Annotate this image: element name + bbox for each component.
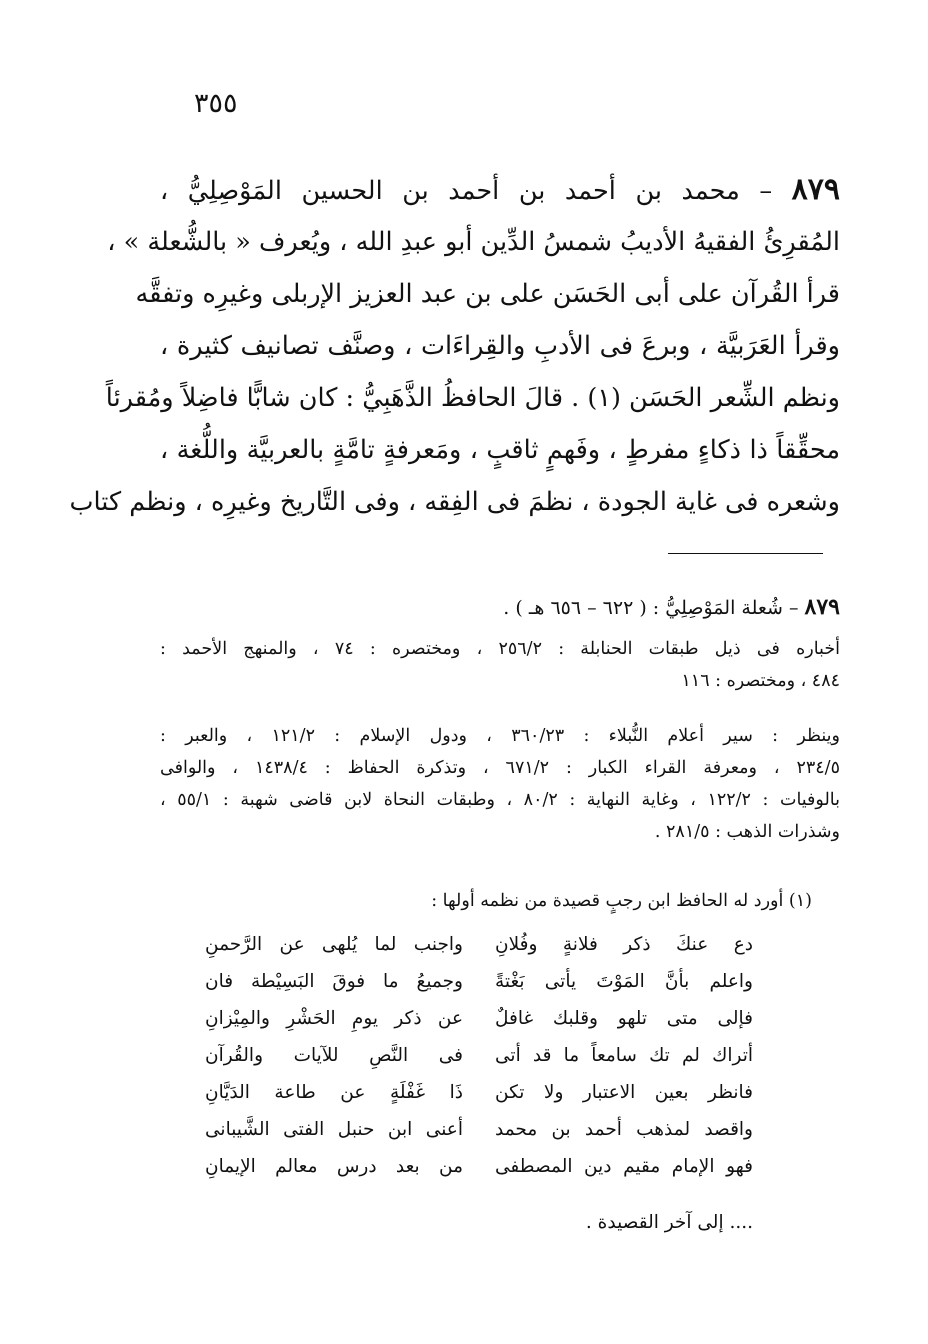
poem-verse [205,1148,753,1185]
poem-verse [205,1111,753,1148]
poem-hemistich-second: عن ذكر يومِ الحَشْرِ والمِيْزانِ [205,1008,463,1029]
poem-verse [205,926,753,963]
entry-note-heading [160,590,840,624]
entry-note-title: – شُعلة المَوْصِلِيُّ : ( ٦٢٢ – ٦٥٦ هـ ) . [503,597,805,619]
sources2-line-1: وينظر : سير أعلام النُّبلاء : ٣٦٠/٢٣ ، ودول الإسلام : ١٢١/٢ ، والعبر : [160,726,840,746]
poem-verse [205,1074,753,1111]
poem-ending: .... إلى آخر القصيدة . [585,1212,753,1233]
main-line-7: وشعره فى غاية الجودة ، نظمَ فى الفِقه ، وفى التَّاريخ وغيرِه ، ونظم كتاب [69,487,840,517]
poem-hemistich-first: دع عنكَ ذكر فلانةٍ وفُلانِ [495,934,753,955]
main-line-5: ونظم الشِّعر الحَسَن (١) . قالَ الحافظُ الذَّهَبِيُّ : كان شابًّا فاضِلاً ومُقرئاً [105,383,840,413]
sources2-line-2: ٢٣٤/٥ ، ومعرفة القراء الكبار : ٦٧١/٢ ، وتذكرة الحفاظ : ١٤٣٨/٤ ، والوافى [160,758,840,778]
poem-hemistich-first: فهو الإمام مقيم دين المصطفى [495,1156,753,1177]
main-line-6: محقِّقاً ذا ذكاءٍ مفرطٍ ، وفَهمٍ ثاقبٍ ، ومَعرفةٍ تامَّةٍ بالعربيَّة واللُّغة ، [160,435,840,465]
poem-hemistich-second: أعنى ابن حنبل الفتى الشَّيبانى [205,1119,463,1140]
poem-hemistich-first: فإلى متى تلهو وقلبك غافلٌ [495,1008,753,1029]
poem-hemistich-second: فى النَّصِ للآيات والقُرآن [205,1045,463,1066]
main-line-1 [160,164,840,216]
poem-verse [205,963,753,1000]
poem-verse [205,1000,753,1037]
entry-note-number: ٨٧٩ [804,594,840,620]
main-line-2: المُقرِئُ الفقيهُ الأديبُ شمسُ الدِّين أبو عبدِ الله ، ويُعرف « بالشُّعلة » ، [107,227,840,257]
footnote-separator [668,553,823,554]
poem-hemistich-first: أتراك لم تك سامعاً ما قد أتى [495,1045,753,1066]
sources2-line-3: بالوفيات : ١٢٢/٢ ، وغاية النهاية : ٨٠/٢ ، وطبقات النحاة لابن قاضى شهبة : ٥٥/١ ، [160,790,840,810]
main-line-3: قرأ القُرآن على أبى الحَسَن على بن عبد العزيز الإربلى وغيرِه وتفقَّه [135,279,840,309]
entry-note-title-line [160,590,840,624]
poem-hemistich-first: واعلم بأنَّ المَوْتَ يأتى بَغْتةً [495,971,753,992]
poem-hemistich-second: ذَا غَفْلَةٍ عن طاعة الدَيَّانِ [205,1082,463,1103]
sources1-line-1: أخباره فى ذيل طبقات الحنابلة : ٢٥٦/٢ ، ومختصره : ٧٤ ، والمنهج الأحمد : [160,639,840,659]
poem-hemistich-second: من بعد درس معالم الإيمانِ [205,1156,463,1177]
entry-number: ٨٧٩ [791,172,840,207]
main-line-1-text: – محمد بن أحمد بن أحمد بن الحسين المَوْصِلِيُّ ، [160,176,792,206]
poem [205,926,753,1185]
poem-verse [205,1037,753,1074]
sources2-line-4: وشذرات الذهب : ٢٨١/٥ . [654,822,840,842]
sources1-line-2: ٤٨٤ ، ومختصره : ١١٦ [681,671,840,691]
footnote-intro: (١) أورد له الحافظ ابن رجبٍ قصيدة من نظمه أولها : [431,891,812,911]
sources-paragraph-1 [160,633,840,697]
sources-paragraph-2 [160,720,840,848]
main-text [69,164,840,528]
poem-hemistich-second: واجنب لما يُلهى عن الرَّحمنِ [205,934,463,955]
poem-hemistich-first: فانظر بعين الاعتبار ولا تكن [495,1082,753,1103]
poem-hemistich-first: واقصد لمذهب أحمد بن محمد [495,1119,753,1140]
main-line-4: وقرأ العَرَبيَّة ، وبرعَ فى الأدبِ والقِراءَات ، وصنَّف تصانيف كثيرة ، [160,331,840,361]
page-number: ٣٥٥ [194,88,238,119]
poem-hemistich-second: وجميعُ ما فوقَ البَسِيْطة فان [205,971,463,992]
